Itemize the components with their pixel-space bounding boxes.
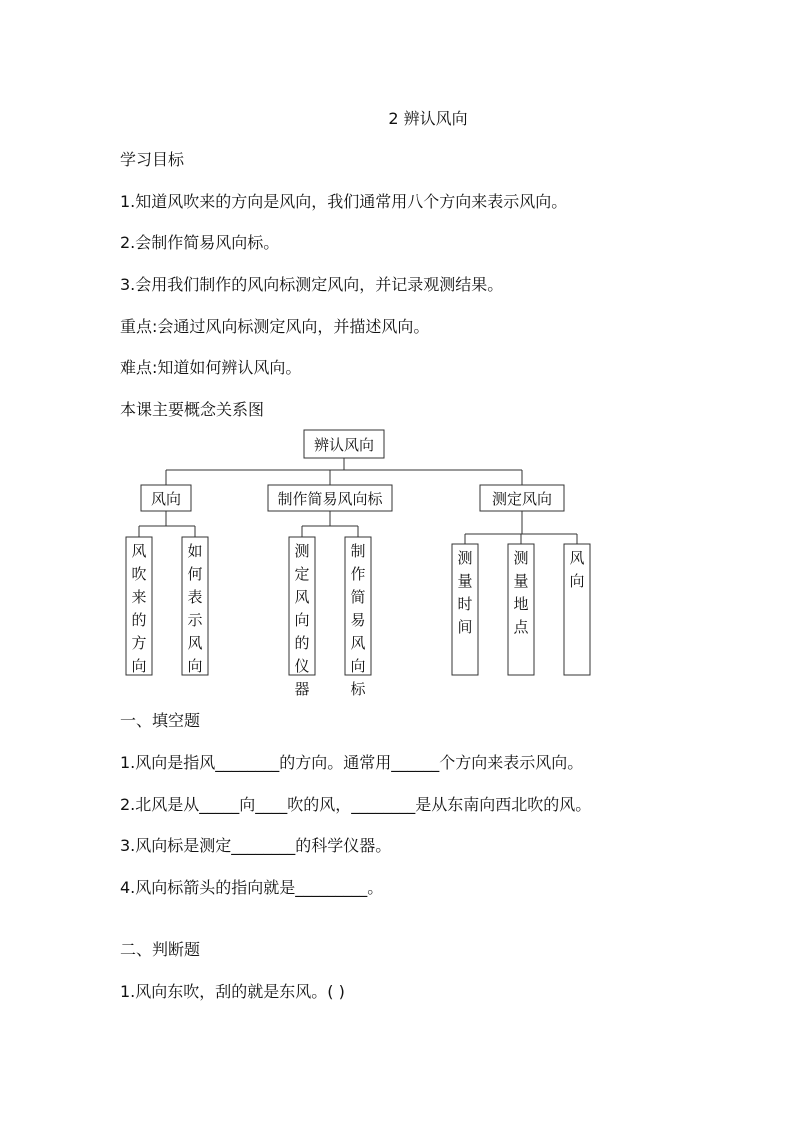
branch-node-1: [141, 485, 191, 511]
leaf-node: [289, 537, 315, 698]
leaf-label: 测量时间: [457, 549, 473, 636]
true-false-question-1: 1.风向东吹，刮的就是东风。( ): [120, 982, 345, 1001]
leaf-node: [564, 544, 590, 675]
true-false-heading: 二、判断题: [120, 940, 201, 959]
objective-item-1: 1.知道风吹来的方向是风向，我们通常用八个方向来表示风向。: [120, 192, 568, 211]
leaf-label: 测定风向的仪器: [294, 542, 310, 698]
branch-label-1: 风向: [150, 490, 182, 508]
key-point: 重点:会通过风向标测定风向，并描述风向。: [120, 317, 430, 336]
leaf-node: [452, 544, 478, 675]
fill-blank-question-1: 1.风向是指风________的方向。通常用______个方向来表示风向。: [120, 753, 584, 772]
branch-label-3: 测定风向: [491, 490, 553, 508]
objective-item-2: 2.会制作简易风向标。: [120, 233, 280, 252]
fill-blank-heading: 一、填空题: [120, 711, 201, 730]
leaf-label: 制作简易风向标: [350, 542, 366, 698]
objectives-heading: 学习目标: [120, 150, 185, 169]
leaf-node: [182, 537, 208, 675]
leaf-node: [345, 537, 371, 698]
leaf-label: 如何表示风向: [187, 542, 203, 675]
branch-node-3: [480, 485, 564, 511]
objective-item-3: 3.会用我们制作的风向标测定风向，并记录观测结果。: [120, 275, 504, 294]
leaf-label: 风吹来的方向: [131, 542, 147, 675]
difficulty: 难点:知道如何辨认风向。: [120, 358, 302, 377]
leaf-label: 测量地点: [513, 549, 529, 636]
root-label: 辨认风向: [313, 436, 375, 454]
leaf-label: 风向: [569, 549, 585, 590]
fill-blank-question-2: 2.北风是从_____向____吹的风，________是从东南向西北吹的风。: [120, 795, 592, 814]
root-node: [304, 430, 384, 458]
page-title: 2 辨认风向: [388, 109, 468, 128]
fill-blank-question-3: 3.风向标是测定________的科学仪器。: [120, 836, 392, 855]
concept-map-heading: 本课主要概念关系图: [120, 400, 265, 419]
branch-label-2: 制作简易风向标: [277, 490, 383, 508]
leaf-node: [508, 544, 534, 675]
branch-node-2: [268, 485, 392, 511]
fill-blank-question-4: 4.风向标箭头的指向就是_________。: [120, 878, 384, 897]
leaf-node: [126, 537, 152, 675]
